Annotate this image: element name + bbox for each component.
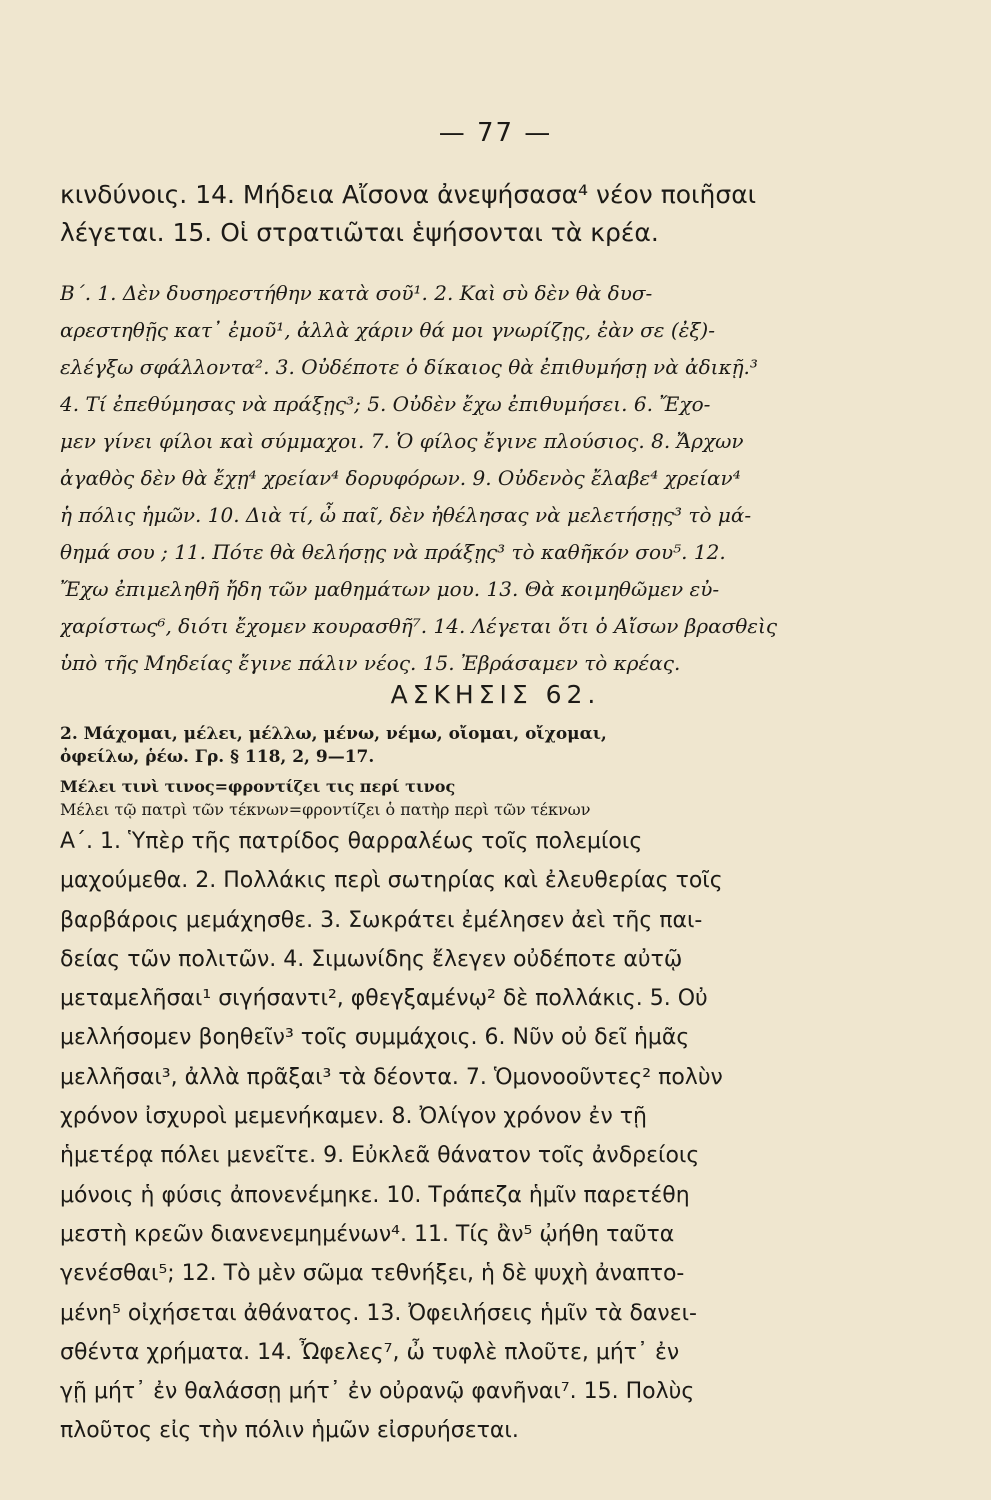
text-line: Ἔχω ἐπιμεληθῆ ἤδη τῶν μαθημάτων μου. 13. Θὰ κοιμηθῶμεν εὐ- [60,577,720,601]
text-line: χαρίστως⁶, διότι ἔχομεν κουρασθῆ⁷. 14. Λέγεται ὅτι ὁ Αἴσων βρασθεὶς [60,614,778,638]
text-line: κινδύνοις. 14. Μήδεια Αἴσονα ἀνεψήσασα⁴ νέον ποιῆσαι [60,180,757,209]
text-line: μαχούμεθα. 2. Πολλάκις περὶ σωτηρίας καὶ ἐλευθερίας τοῖς [60,868,723,894]
text-line: ὑπὸ τῆς Μηδείας ἔγινε πάλιν νέος. 15. Ἐβράσαμεν τὸ κρέας. [60,651,681,675]
text-line: μεν γίνει φίλοι καὶ σύμμαχοι. 7. Ὁ φίλος ἔγινε πλούσιος. 8. Ἄρχων [60,429,744,453]
text-line: γῇ μήτ᾽ ἐν θαλάσσῃ μήτ᾽ ἐν οὐρανῷ φανῆναι⁷. 15. Πολὺς [60,1379,695,1405]
text-line: χρόνον ἰσχυροὶ μεμενήκαμεν. 8. Ὀλίγον χρόνον ἐν τῇ [60,1104,647,1130]
exercise-heading: ΑΣΚΗΣΙΣ 62. [390,680,601,709]
usage-notes [60,775,805,821]
text-line: μένη⁵ οἰχήσεται ἀθάνατος. 13. Ὀφειλήσεις ἡμῖν τὰ δανει- [60,1300,697,1326]
text-line: αρεστηθῇς κατ᾽ ἐμοῦ¹, ἀλλὰ χάριν θά μοι γνωρίζῃς, ἐὰν σε (ἐξ)- [60,318,715,342]
exercise-b-translation [60,275,805,682]
text-line: ὀφείλω, ῥέω. Γρ. § 118, 2, 9—17. [60,747,375,767]
page-number: — 77 — [438,118,553,148]
text-line: μεταμελῆσαι¹ σιγήσαντι², φθεγξαμένῳ² δὲ πολλάκις. 5. Οὐ [60,986,708,1012]
text-line: Β΄. 1. Δὲν δυσηρεστήθην κατὰ σοῦ¹. 2. Καὶ σὺ δὲν θὰ δυσ- [60,281,653,305]
text-line: ἀγαθὸς δὲν θὰ ἔχῃ⁴ χρείαν⁴ δορυφόρων. 9. Οὐδενὸς ἔλαβε⁴ χρείαν⁴ [60,466,741,490]
text-line: ελέγξω σφάλλοντα². 3. Οὐδέποτε ὁ δίκαιος θὰ ἐπιθυμήσῃ νὰ ἀδικῇ.³ [60,355,758,379]
text-line: θημά σου ; 11. Πότε θὰ θελήσῃς νὰ πράξῃς³ τὸ καθῆκόν σου⁵. 12. [60,540,726,564]
text-line: Μέλει τινὶ τινος=φροντίζει τις περί τινος [60,777,456,796]
exercise-a-text [60,822,805,1451]
text-line: πλοῦτος εἰς τὴν πόλιν ἡμῶν εἰσρυήσεται. [60,1418,519,1444]
text-line: μελλήσομεν βοηθεῖν³ τοῖς συμμάχοις. 6. Νῦν οὐ δεῖ ἡμᾶς [60,1025,690,1051]
text-line: ἡμετέρᾳ πόλει μενεῖτε. 9. Εὐκλεᾶ θάνατον τοῖς ἀνδρείοις [60,1143,700,1169]
text-line: βαρβάροις μεμάχησθε. 3. Σωκράτει ἐμέλησεν ἀεὶ τῆς παι- [60,907,703,933]
text-line: ἡ πόλις ἡμῶν. 10. Διὰ τί, ὦ παῖ, δὲν ἠθέλησας νὰ μελετήσῃς³ τὸ μά- [60,503,752,527]
text-line: Α΄. 1. Ὑπὲρ τῆς πατρίδος θαρραλέως τοῖς πολεμίοις [60,829,643,854]
text-line: μελλῆσαι³, ἀλλὰ πρᾶξαι³ τὰ δέοντα. 7. Ὁμονοοῦντες² πολὺν [60,1064,723,1090]
greek-paragraph-top [60,176,805,252]
verbs-list [60,723,805,769]
text-line: μεστὴ κρεῶν διανενεμημένων⁴. 11. Τίς ἂν⁵ ᾠήθη ταῦτα [60,1221,675,1247]
text-line: 2. Μάχομαι, μέλει, μέλλω, μένω, νέμω, οἴομαι, οἴχομαι, [60,724,607,744]
text-line: λέγεται. 15. Οἱ στρατιῶται ἑψήσονται τὰ κρέα. [60,218,659,247]
text-line: 4. Τί ἐπεθύμησας νὰ πράξῃς³; 5. Οὐδὲν ἔχω ἐπιθυμήσει. 6. Ἔχο- [60,392,711,416]
text-line: γενέσθαι⁵; 12. Τὸ μὲν σῶμα τεθνήξει, ἡ δὲ ψυχὴ ἀναπτο- [60,1261,685,1287]
text-line: δείας τῶν πολιτῶν. 4. Σιμωνίδης ἔλεγεν οὐδέποτε αὐτῷ [60,946,683,972]
text-line: Μέλει τῷ πατρὶ τῶν τέκνων=φροντίζει ὁ πατὴρ περὶ τῶν τέκνων [60,800,591,819]
text-line: σθέντα χρήματα. 14. Ὦφελες⁷, ὦ τυφλὲ πλοῦτε, μήτ᾽ ἐν [60,1339,680,1365]
text-line: μόνοις ἡ φύσις ἀπονενέμηκε. 10. Τράπεζα ἡμῖν παρετέθη [60,1182,690,1208]
